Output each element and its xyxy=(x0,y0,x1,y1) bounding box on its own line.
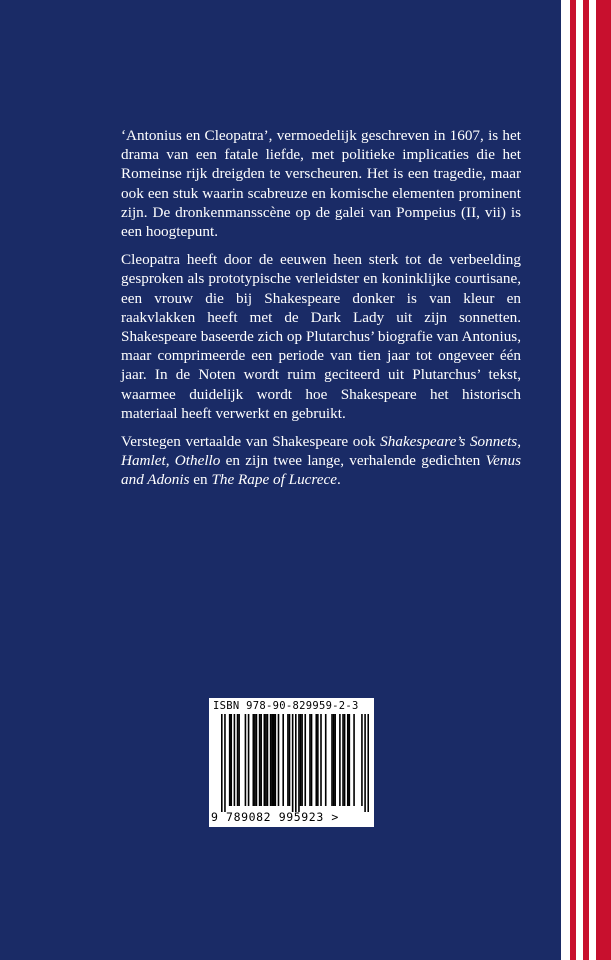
isbn-barcode xyxy=(209,698,374,827)
barcode-bar xyxy=(230,714,232,806)
barcode-bar xyxy=(259,714,261,806)
barcode-bar xyxy=(221,714,223,812)
barcode-bar xyxy=(364,714,366,812)
barcode-digits: 9 789082 995923 > xyxy=(211,810,339,824)
barcode-bar xyxy=(287,714,289,806)
barcode-bar xyxy=(224,714,226,812)
barcode-bar xyxy=(275,714,277,806)
barcode-bar xyxy=(295,714,297,812)
p3-text-5: . xyxy=(336,471,341,489)
barcode-bar xyxy=(320,714,322,806)
barcode-bar xyxy=(331,714,333,806)
barcode-bar xyxy=(254,714,256,806)
blurb-paragraph-1: ‘Antonius en Cleopatra’, vermoedelijk geschreven in 1607, is het drama van een fatale liefde, met politieke implicaties die het Romeinse rijk dreigden te verscheuren. Het is een tragedie, maar ook een stuk waarin scabreuze en komische elementen prominent zijn. De dronkenmansscène op de galei van Pompeius (II, vii) is een hoogtepunt. xyxy=(121,127,521,241)
barcode-bar xyxy=(248,714,250,806)
barcode-bar xyxy=(301,714,303,806)
isbn-label: ISBN 978-90-829959-2-3 xyxy=(213,700,359,712)
barcode-bar xyxy=(265,714,267,806)
title-hamlet-othello: Hamlet, Othello xyxy=(121,452,221,470)
barcode-bar xyxy=(273,714,275,806)
barcode-bar xyxy=(361,714,363,806)
barcode-bar xyxy=(325,714,327,806)
barcode-bar xyxy=(317,714,319,806)
barcode-bar xyxy=(270,714,272,806)
barcode-bar xyxy=(256,714,258,806)
barcode-bar xyxy=(260,714,262,806)
p3-text-3: en zijn twee lange, verhalende gedichten xyxy=(220,452,486,470)
barcode-bar xyxy=(304,714,306,806)
barcode-bar xyxy=(278,714,280,806)
barcode-bar xyxy=(333,714,335,806)
p3-text-2: , xyxy=(517,433,521,451)
barcode-bar xyxy=(267,714,269,806)
barcode-bar xyxy=(292,714,294,812)
barcode-bar xyxy=(311,714,313,806)
barcode-bar xyxy=(264,714,266,806)
barcode-bar xyxy=(367,714,369,812)
blurb-paragraph-2: Cleopatra heeft door de eeuwen heen sterk tot de verbeelding gesproken als prototypische verleidster en koninklijke courtisane, een vrouw die bij Shakespeare donker is van kleur en raakvlakken heeft met de Dark Lady uit zijn sonnetten. Shakespeare baseerde zich op Plutarchus’ biografie van Antonius, maar comprimeerde een periode van tien jaar tot ongeveer één jaar. In de Noten wordt ruim geciteerd uit Plutarchus’ tekst, waarmee duidelijk wordt hoe Shakespeare het historisch materiaal heeft verwerkt en gebruikt. xyxy=(121,251,521,422)
barcode-bar xyxy=(300,714,302,806)
barcode-bar xyxy=(309,714,311,806)
barcode-bar xyxy=(252,714,254,806)
barcode-bar xyxy=(298,714,300,812)
barcode-bar xyxy=(315,714,317,806)
barcode-bar xyxy=(238,714,240,806)
barcode-bars xyxy=(221,714,369,812)
title-rape-of-lucrece: The Rape of Lucrece xyxy=(211,471,337,489)
p3-text-4: en xyxy=(189,471,212,489)
barcode-bar xyxy=(339,714,341,806)
barcode-bar xyxy=(344,714,346,806)
p3-text-1: Verstegen vertaalde van Shakespeare ook xyxy=(121,433,381,451)
barcode-bar xyxy=(237,714,239,806)
barcode-bar xyxy=(334,714,336,806)
barcode-bar xyxy=(271,714,273,806)
barcode-bar xyxy=(289,714,291,806)
title-sonnets: Shakespeare’s Sonnets xyxy=(380,433,518,451)
barcode-bar xyxy=(229,714,231,806)
blurb-text xyxy=(121,126,521,499)
blurb-paragraph-3 xyxy=(121,432,521,490)
barcode-bar xyxy=(234,714,236,806)
barcode-bar xyxy=(342,714,344,806)
title-venus-adonis: Venus and Adonis xyxy=(121,452,521,489)
barcode-bar xyxy=(353,714,355,806)
spine-stripes xyxy=(561,0,611,960)
barcode-bar xyxy=(347,714,349,806)
barcode-bar xyxy=(282,714,284,806)
barcode-bar xyxy=(349,714,351,806)
barcode-bar xyxy=(245,714,247,806)
